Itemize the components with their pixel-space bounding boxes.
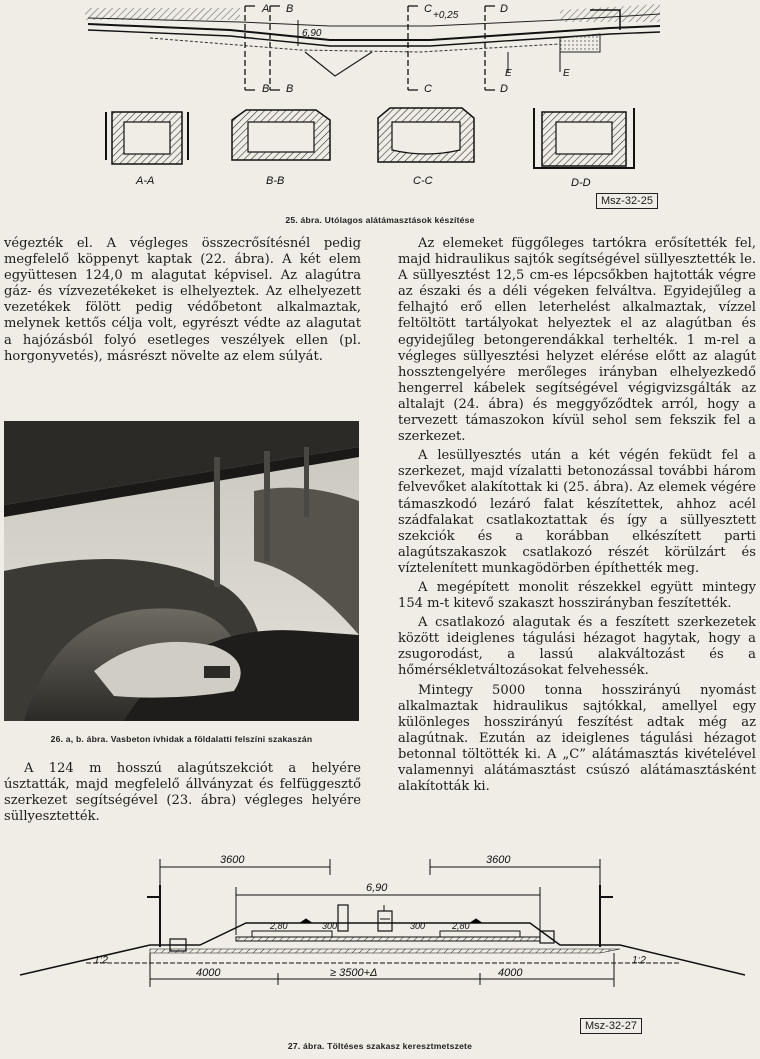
right-paragraph-4: A csatlakozó alagutak és a feszített szerkezetek között ideiglenes tágulási hézagot hagytak, hogy a zsugorodást, a lassú alakváltozást és a hőmérsékletváltozásokat felvehessék. (398, 615, 756, 679)
section-label-d-d: D-D (571, 177, 591, 189)
dim-inner-2: 300 (322, 921, 338, 931)
figure-25-caption: 25. ábra. Utólagos alátámasztások készítése (285, 215, 475, 225)
dim-inner-4: 2,80 (452, 921, 470, 931)
dim-inner-3: 300 (410, 921, 426, 931)
cut-letter-e1: E (505, 68, 512, 79)
cut-letter-b-top: B (286, 3, 294, 15)
dim-bottom-right: 4000 (498, 967, 523, 979)
cut-letter-a-bottom: B (262, 83, 270, 95)
dim-middle: 6,90 (366, 882, 388, 894)
depth-mark: 6,90 (302, 28, 322, 39)
figure-25-ref: Msz-32-25 (596, 193, 658, 209)
section-label-a-a: A-A (136, 175, 155, 187)
dim-bottom-center: ≥ 3500+Δ (330, 967, 378, 979)
figure-26-caption: 26. a, b. ábra. Vasbeton ívhidak a földalatti felszíni szakaszán (50, 734, 313, 744)
right-paragraph-3: A megépített monolit részekkel együtt mintegy 154 m-t kitevő szakaszt hosszirányban feszítették. (398, 579, 756, 612)
right-paragraph-2: A lesüllyesztés után a két végén feküdt fel a szerkezet, majd vízalatti betonozással további három felvevőket alakítottak ki (25. ábra). Az elemek végére támaszkodó lezáró falat készítettek, ahhoz acél szádfalakat csatlakoztattak és így a süllyesztett szekciók és a korábban elkészített parti alagútszakaszok csatlakozó részét körülzárt és víztelenített munkagödörben építhették meg. (398, 448, 756, 576)
section-c-c (378, 108, 474, 162)
section-a-a (106, 112, 188, 164)
right-column (398, 236, 756, 795)
left-paragraph-1: végezték el. A végleges összecrősítésnél pedig megfelelő köppenyt kaptak (22. ábra). A két elem együttesen 124,0 m alagutat képvisel. Az alagútra gáz- és vízvezetékeket is elhelyeztek. Az elhelyezett vezetékek fölött pedig védőbetont alkalmaztak, melynek kettős célja volt, egyrészt védte az alagutat a hajózásból folyó esetleges veszélyek ellen (pl. horgonyvetés), másrészt növelte az elem súlyát. (4, 236, 361, 364)
section-label-c-c: C-C (413, 175, 433, 187)
dim-top-right: 3600 (486, 854, 511, 866)
left-column-top (4, 236, 361, 365)
figure-25 (0, 0, 760, 230)
dim-inner-1: 2,80 (270, 921, 288, 931)
longitudinal-section (85, 4, 660, 90)
slope-left: 1:2 (94, 955, 108, 966)
right-paragraph-1: Az elemeket függőleges tartókra erősítették fel, majd hidraulikus sajtók segítségével süllyesztették le. A süllyesztést 12,5 cm-es lépcsőkben hajtották végre az északi és a déli végeken felváltva. Egyidejűleg a felhajtó erő ellen leterhelést alkalmaztak, vízzel feltöltött tartályokat helyeztek el az alagútban és egyidejűleg betongerendákkal terhelték. 1 m-rel a végleges süllyesztési helyzet elérése előtt az alagút hossztengelyére merőleges irányban elhelyezkedő hengerrel kábelek segítségével végigvizsgálták az altalajt (24. ábra) és meggyőződtek arról, hogy a tervezett támaszokon kívül sehol sem fekszik fel a szerkezet. (398, 236, 756, 445)
slope-right: 1:2 (632, 955, 646, 966)
dim-bottom-left: 4000 (196, 967, 221, 979)
dim-top-left: 3600 (220, 854, 245, 866)
cut-letter-c: C (424, 3, 432, 15)
figure-27-ref: Msz-32-27 (580, 1018, 642, 1034)
figure-27-caption: 27. ábra. Töltéses szakasz keresztmetszete (287, 1041, 473, 1051)
left-column-bottom (4, 761, 361, 825)
figure-27-drawing (0, 845, 760, 1035)
bridge-photo-drawing (4, 421, 359, 721)
right-paragraph-5: Mintegy 5000 tonna hosszirányú nyomást alkalmaztak hidraulikus sajtókkal, amellyel egy különleges hosszirányú feszítést adtak még az alagútnak. Ezután az ideiglenes tágulási hézagot betonnal töltötték ki. A „C” alátámasztás kivételével valamennyi alátámasztást csúszó alátámasztásként alakították ki. (398, 682, 756, 795)
cut-letter-b-bottom: B (286, 83, 294, 95)
cut-letter-d-bottom: D (500, 83, 508, 95)
cut-letter-d: D (500, 3, 508, 15)
figure-27 (0, 845, 760, 1059)
cut-letter-a: A (262, 3, 270, 15)
section-b-b (232, 110, 330, 160)
section-d-d (534, 108, 634, 168)
left-paragraph-2: A 124 m hosszú alagútszekciót a helyére úsztatták, majd megfelelő állványzat és felfüggesztő szerkezet segítségével (23. ábra) végleges helyére süllyesztették. (4, 761, 361, 825)
figure-26-photo (4, 421, 359, 721)
section-label-b-b: B-B (266, 175, 285, 187)
level-mark: +0,25 (433, 10, 459, 21)
cut-letter-e2: E (563, 68, 570, 79)
cut-letter-c-bottom: C (424, 83, 432, 95)
